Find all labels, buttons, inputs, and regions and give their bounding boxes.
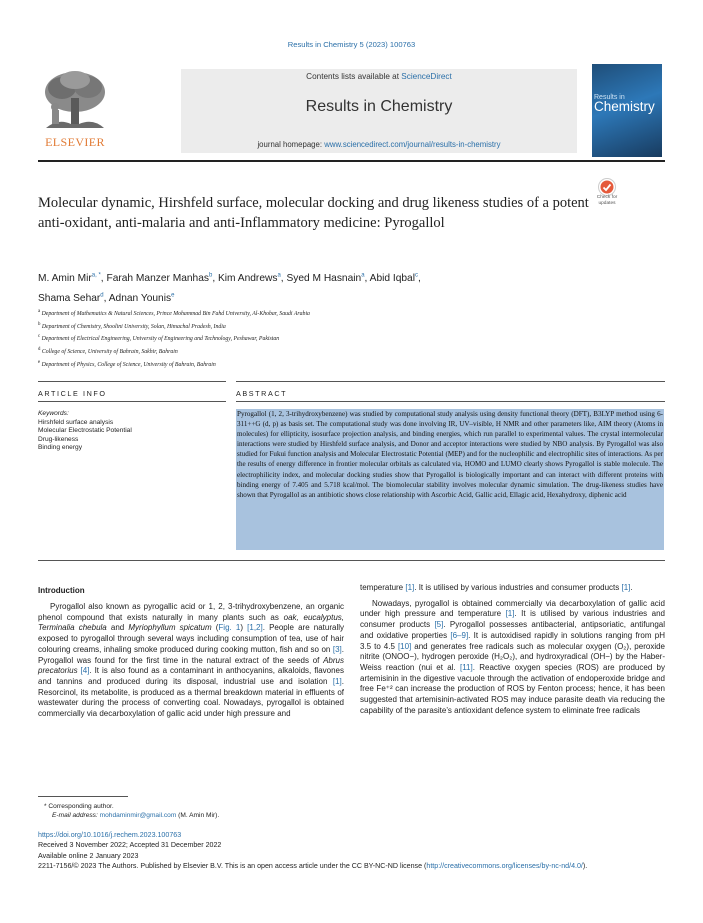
elsevier-logo: ELSEVIER xyxy=(45,135,105,149)
paragraph: Nowadays, pyrogallol is obtained commercially via decarboxylation of gallic acid under high pressure and temperature [1]. It is utilised by various industries and consumer products [5]. Pyrogallol possesses antibacterial, antipsoriatic, antifungal and oxidative properties [6–9]. It is autoxidised rapidly in solutions ranging from pH 3.5 to 4.5 [10] and generates free radicals such as molecular oxygen (O₂), peroxide nitrite (ONOO−), hydrogen peroxide (H₂O₂), and hydroxyradical (OH−) by the Haber- Weiss reaction (nui et al. [11]. Reactive oxygen species (ROS) are produced by artemisinin in the digestive vacuole through the activation of endoperoxide bridge and free Fe⁺² can increase the production of ROS by Fenton process; hence, it has been suggested that artemisinin-activated ROS may induce parasite death via reducing the capability of the parasite’s antioxidant defence system to eliminate free radicals xyxy=(360,598,665,715)
affiliation xyxy=(38,332,658,345)
keyword: Binding energy xyxy=(38,444,82,452)
footnote-rule xyxy=(38,796,128,797)
author-name: Adnan Younis xyxy=(108,292,172,304)
article-info-heading: ARTICLE INFO xyxy=(38,389,107,398)
author-sep: , xyxy=(103,292,109,304)
author-sep: , xyxy=(417,273,421,285)
doi-link[interactable]: https://doi.org/10.1016/j.rechem.2023.100763 xyxy=(38,831,182,839)
affiliation xyxy=(38,358,658,371)
author-sup: b xyxy=(208,273,213,279)
author-sup: e xyxy=(171,292,175,299)
author[interactable] xyxy=(109,293,175,304)
citation-link[interactable]: [1] xyxy=(332,676,342,686)
citation-link[interactable]: [3] xyxy=(332,644,342,654)
keywords xyxy=(38,410,228,453)
article-info-rule-bottom xyxy=(38,401,226,402)
abstract-rule-top xyxy=(236,381,665,382)
author[interactable] xyxy=(38,293,109,304)
author-name: Syed M Hasnain xyxy=(286,273,362,285)
author-sep: , xyxy=(212,273,218,285)
cover-title: Chemistry xyxy=(594,99,655,114)
email-line xyxy=(38,810,658,822)
license-statement xyxy=(38,861,665,871)
homepage-prefix: journal homepage: xyxy=(257,140,325,149)
citation-link[interactable]: [1] xyxy=(621,583,631,592)
contents-prefix: Contents lists available at xyxy=(306,72,402,81)
available-online: Available online 2 January 2023 xyxy=(38,851,139,860)
citation-link[interactable]: [11] xyxy=(459,662,473,672)
article-metadata xyxy=(38,830,665,872)
author[interactable] xyxy=(106,273,218,284)
elsevier-tree-icon xyxy=(38,68,112,134)
author-sup: a, * xyxy=(91,273,101,279)
keywords-label: Keywords: xyxy=(38,410,69,417)
paragraph: temperature [1]. It is utilised by various industries and consumer products [1]. xyxy=(360,583,633,592)
affiliation-text: College of Science, University of Bahrain, Sakhir, Bahrain xyxy=(41,349,178,356)
citation-link[interactable]: [5] xyxy=(434,620,444,630)
author-list xyxy=(38,268,638,307)
author[interactable] xyxy=(286,273,369,284)
cover-subtitle: Results in xyxy=(594,94,625,101)
affiliation-text: Department of Mathematics & Natural Sciences, Prince Mohammad Bin Fahd University, Al-Khobar, Saudi Arabia xyxy=(41,310,310,317)
sciencedirect-link[interactable]: ScienceDirect xyxy=(401,72,452,81)
author-sep: , xyxy=(100,273,107,285)
author[interactable] xyxy=(370,273,421,284)
affiliation-sup: b xyxy=(38,321,41,327)
section-heading-introduction: Introduction xyxy=(38,586,85,595)
affiliation-text: Department of Physics, College of Science, University of Bahrain, Bahrain xyxy=(41,361,216,368)
keyword: Drug-likeness xyxy=(38,435,79,443)
keyword: Molecular Electrostatic Potential xyxy=(38,427,132,435)
affiliation-text: Department of Chemistry, Shoolini University, Solan, Himachal Pradesh, India xyxy=(41,323,226,330)
email-link[interactable]: mohdaminmir@gmail.com xyxy=(99,811,177,819)
article-info-rule-top xyxy=(38,381,226,382)
abstract-rule-end xyxy=(38,560,665,561)
corresponding-author-note: * Corresponding author. xyxy=(44,803,114,810)
citation-link[interactable]: [6–9] xyxy=(450,630,469,640)
affiliation-text: Department of Electrical Engineering, University of Engineering and Technology, Peshawar, Pakistan xyxy=(41,336,280,343)
author-sup: d xyxy=(100,292,104,299)
citation-link[interactable]: [4] xyxy=(80,666,90,676)
figure-link[interactable]: Fig. 1 xyxy=(218,623,241,633)
author-sep: , xyxy=(364,273,370,285)
affiliation xyxy=(38,307,658,320)
homepage-link[interactable]: www.sciencedirect.com/journal/results-in-chemistry xyxy=(324,140,501,149)
affiliation-sup: a xyxy=(38,309,41,314)
license-suffix: ). xyxy=(582,862,588,871)
check-for-updates-label[interactable]: Check for updates xyxy=(596,195,618,206)
author-name: M. Amin Mir xyxy=(38,273,92,285)
affiliations xyxy=(38,307,658,371)
abstract-rule-bottom xyxy=(236,401,665,402)
article-title: Molecular dynamic, Hirshfeld surface, molecular docking and drug likeness studies of a potent anti-oxidant, anti-malaria and anti-Inflammatory medicine: Pyrogallol xyxy=(38,195,589,231)
author-sup: c xyxy=(414,273,418,279)
body-column-right xyxy=(360,583,665,716)
header-rule xyxy=(38,160,665,162)
journal-homepage xyxy=(181,140,577,149)
license-prefix: 2211-7156/© 2023 The Authors. Published by Elsevier B.V. This is an open access article under the CC BY-NC-ND license ( xyxy=(38,862,427,871)
journal-title[interactable]: Results in Chemistry xyxy=(305,98,453,115)
license-link[interactable]: http://creativecommons.org/licenses/by-nc-nd/4.0/ xyxy=(426,862,583,871)
keyword: Hirshfeld surface analysis xyxy=(38,418,114,426)
abstract-text: Pyrogallol (1, 2, 3-trihydroxybenzene) was studied by computational study analysis using density functional theory (DFT), B3LYP method using 6-311++G (d, p) as basis set. The computational study was done involving IR, UV–visible, H NMR and other parameters like, AIM theory (Atoms in molecules) for ellipticity, isosurface projection analysis, and binding energies, which run parallel to experimental values. The crystal intermolecular interactions were studied by Hirshfeld surface analysis, and Donor and acceptor interactions were studied by NBO analysis. By Pyrogallol was also studied for Fukui function analysis and Molecular Electrostatic Potential (MEP) and for the nucleophilic and electrophilic sites of interactions. As per the results of energy difference in frontier molecular orbitals as calculated via, HOMO and LUMO clearly shows Pyrogallol is stable molecule. The electrophilicity index, and molecular docking studies show that Pyrogallol is biologically important and can interact with different proteins with binding energy of 7.405 and 5.718 kcal/mol. The biomolecular stability involves molecular dynamic simulation. The drug-likeness studies have shown that Pyrogallol as an antibiotic shows close relationship with Ascorbic Acid, Gallic acid, Ellagic acid, Hexahydroxy, diphenic acid xyxy=(236,409,664,550)
author[interactable] xyxy=(38,273,106,284)
author-name: Kim Andrews xyxy=(217,273,278,285)
citation-link[interactable]: [10] xyxy=(397,641,412,651)
affiliation-sup: c xyxy=(38,334,41,340)
affiliation xyxy=(38,320,658,333)
affiliation-sup: e xyxy=(38,359,41,365)
journal-reference[interactable]: Results in Chemistry 5 (2023) 100763 xyxy=(287,40,416,49)
contents-line xyxy=(181,72,577,81)
author[interactable] xyxy=(218,273,286,284)
email-label: E-mail address: xyxy=(52,811,100,819)
author-sup: a xyxy=(277,273,281,279)
journal-cover[interactable] xyxy=(592,64,662,157)
email-suffix: (M. Amin Mir). xyxy=(176,811,220,819)
citation-link[interactable]: [1,2] xyxy=(247,623,263,633)
affiliation-sup: d xyxy=(38,347,41,353)
citation-link[interactable]: [1] xyxy=(405,583,415,592)
body-column-left xyxy=(38,602,344,720)
author-name: Shama Sehar xyxy=(38,292,101,304)
author-sep: , xyxy=(280,273,287,285)
author-sup: a xyxy=(361,273,365,279)
paragraph: Pyrogallol also known as pyrogallic acid or 1, 2, 3-trihydroxybenzene, an organic phenol compound that exists naturally in many plants such as oak, eucalyptus, Terminalia chebula and Myriophyllum spicatum (Fig. 1) [1,2]. People are naturally exposed to pyrogallol through several ways including consumption of tea, use of hair colouring creams, inhaling smoke produced during cooking mutton, fish and so on [3]. Pyrogallol was found for the first time in the natural extract of the seeds of Abrus precatorius [4]. It is also found as a contaminant in anthocyanins, alkaloids, flavones and tannins and produced during its disposal, industrial use and isolation [1]. Resorcinol, its metabolite, is produced as a thermal breakdown material in effluents of wastewater during the process of converting coal. Nowadays, pyrogallol is obtained commercially via decarboxylation of gallic acid under high pressure and xyxy=(38,602,345,719)
received-dates: Received 3 November 2022; Accepted 31 December 2022 xyxy=(38,841,222,850)
affiliation xyxy=(38,345,658,358)
author-name: Abid Iqbal xyxy=(369,273,415,285)
author-name: Farah Manzer Manhas xyxy=(106,273,209,285)
abstract-heading: ABSTRACT xyxy=(236,389,288,398)
citation-link[interactable]: [1] xyxy=(505,609,515,619)
footnotes xyxy=(38,801,658,821)
